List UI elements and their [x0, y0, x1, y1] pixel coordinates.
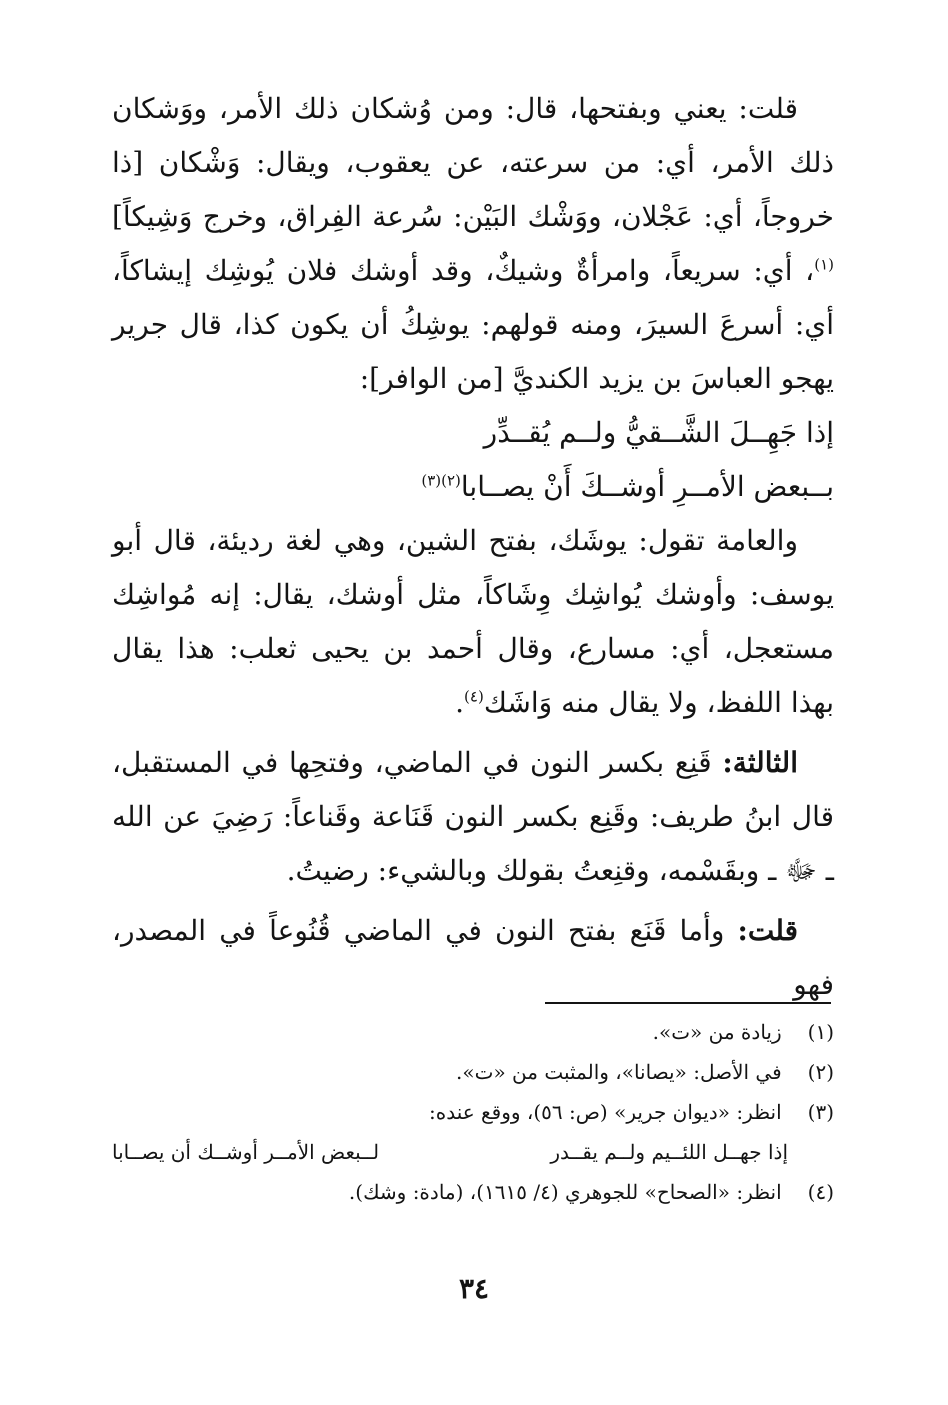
- footnote-verse: [112, 1132, 834, 1172]
- main-text: [112, 82, 834, 1012]
- footnote-number: (٣): [807, 1100, 834, 1124]
- footnote-3: [112, 1092, 834, 1132]
- footnote-verse-first: إذا جهــل اللئــيم ولــم يقــدر: [550, 1140, 788, 1164]
- footnote-text: في الأصل: «يصانا»، والمثبت من «ت».: [456, 1060, 782, 1084]
- footnote-4: [112, 1172, 834, 1212]
- footnote-text: زيادة من «ت».: [652, 1020, 782, 1044]
- footnote-ref-4: (٤): [464, 687, 484, 706]
- verse-second-text: بــبعض الأمــرِ أوشــكَ أَنْ يصــابا: [460, 470, 834, 503]
- paragraph-1-rest: ، أي: سريعاً، وامرأةٌ وشيكٌ، وقد أوشك فلان يُوشِك إيشاكاً، أي: أسرعَ السيرَ، ومنه قولهم: يوشِكُ أن يكون كذا، قال جرير يهجو العباسَ بن يزيد الكنديَّ [من الوافر]:: [112, 254, 834, 395]
- footnote-ref-1: (١): [814, 255, 834, 274]
- paragraph-2-end: .: [455, 686, 465, 719]
- footnote-1: [112, 1012, 834, 1052]
- verse-second-hemistich: [112, 460, 834, 514]
- footnotes: [112, 1012, 834, 1212]
- footnote-ref-2-3: (٢)(٣): [421, 471, 461, 490]
- paragraph-1: [112, 82, 834, 406]
- footnote-text: انظر: «الصحاح» للجوهري (٤/ ١٦١٥)، (مادة: وشك).: [348, 1180, 782, 1204]
- verse-first-hemistich: إذا جَهِــلَ الشَّــقيُّ ولــم يُقــدِّر: [483, 416, 834, 449]
- footnote-verse-second: لــبعض الأمــر أوشــك أن يصــابا: [112, 1140, 380, 1164]
- paragraph-3-lead: الثالثة:: [722, 746, 798, 779]
- paragraph-4-lead: قلت:: [737, 914, 798, 947]
- footnote-number: (١): [807, 1020, 834, 1044]
- footnote-text: انظر: «ديوان جرير» (ص: ٥٦)، ووقع عنده:: [428, 1100, 782, 1124]
- paragraph-4-text: وأما قَنَع بفتح النون في الماضي قُنُوعاً في المصدر، فهو: [112, 914, 834, 1001]
- paragraph-3: [112, 736, 834, 898]
- paragraph-2: [112, 514, 834, 730]
- footnote-number: (٢): [807, 1060, 834, 1084]
- paragraph-1-text: قلت: يعني وبفتحها، قال: ومن وُشكان ذلك الأمر، ووَشكان ذلك الأمر، أي: من سرعته، عن يعقوب، ويقال: وَشْكان [ذا خروجاً، أي: عَجْلان، ووَشْك البَيْن: سُرعة الفِراق، وخرج وَشِيكاً]: [112, 92, 834, 233]
- footnote-separator: [545, 1002, 831, 1004]
- paragraph-4: [112, 904, 834, 1012]
- paragraph-3-text: قَنِع بكسر النون في الماضي، وفتحِها في المستقبل، قال ابنُ طريف: وقَنِع بكسر النون قَنَاعة وقَناعاً: رَضِيَ عن الله ـ ﷻ ـ وبقَسْمه، وقنِعتُ بقولك وبالشيء: رضيتُ.: [112, 746, 834, 887]
- page-number: ٣٤: [458, 1272, 490, 1305]
- footnote-2: [112, 1052, 834, 1092]
- footnote-number: (٤): [807, 1180, 834, 1204]
- paragraph-2-text: والعامة تقول: يوشَك، بفتح الشين، وهي لغة رديئة، قال أبو يوسف: وأوشك يُواشِك وِشَاكاً، مثل أوشك، يقال: إنه مُواشِك مستعجل، أي: مسارع، وقال أحمد بن يحيى ثعلب: هذا يقال بهذا اللفظ، ولا يقال منه وَاشَك: [112, 524, 835, 719]
